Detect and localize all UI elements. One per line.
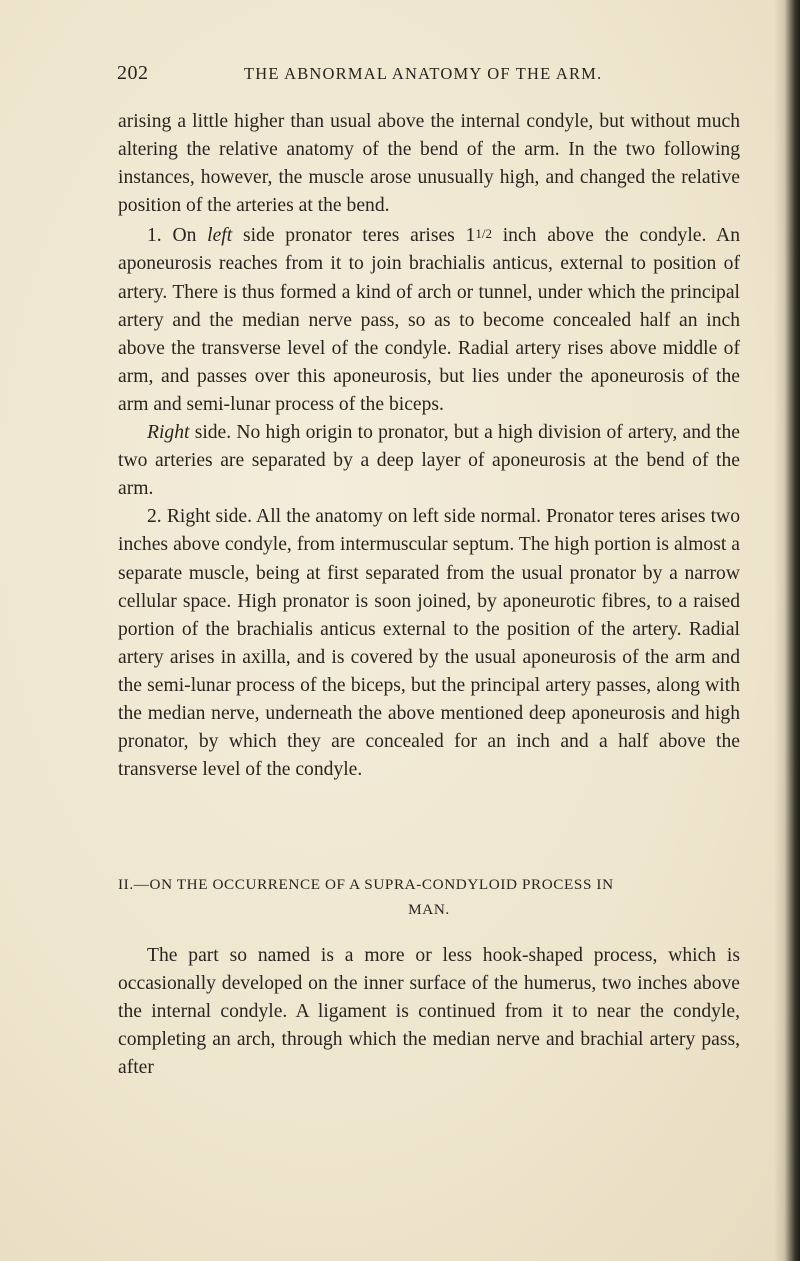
paragraph-continuation: arising a little higher than usual above the internal condyle, but without much altering the relative anatomy of the bend of the arm. In the two following instances, however, the muscle arose unusually high, and changed the relative position of the arteries at the bend. — [118, 111, 740, 217]
section-text — [118, 942, 740, 1082]
page-edge-shadow — [774, 0, 800, 1261]
paragraph-case-2: 2. Right side. All the anatomy on left side normal. Pronator teres arises two inches above condyle, from intermuscular septum. The high portion is almost a separate muscle, being at first separated from the usual pronator by a narrow cellular space. High pronator is soon joined, by aponeurotic fibres, to a raised portion of the brachialis anticus external to the position of the artery. Radial artery arises in axilla, and is covered by the usual aponeurosis of the arm and the semi-lunar process of the biceps, but the principal artery passes, along with the median nerve, underneath the above mentioned deep aponeurosis and high pronator, by which they are concealed for an inch and a half above the transverse level of the condyle. — [118, 506, 740, 781]
running-title: THE ABNORMAL ANATOMY OF THE ARM. — [244, 64, 603, 83]
section-heading-line-1: II.—ON THE OCCURRENCE OF A SUPRA-CONDYLOID PROCESS IN — [118, 876, 614, 893]
italic-left: left — [207, 225, 233, 247]
right-side-text: side. No high origin to pronator, but a high division of artery, and the two arteries are separated by a deep layer of aponeurosis at the bend of the arm. — [118, 422, 740, 500]
case-1-mid: side pronator teres arises 1 — [242, 225, 476, 247]
case-1-start: 1. On — [147, 225, 197, 247]
paragraph-right-side — [118, 419, 740, 503]
main-text — [118, 108, 740, 784]
italic-right: Right — [147, 422, 190, 444]
case-1-end: inch above the condyle. An aponeurosis reaches from it to join brachialis anticus, external to position of artery. There is thus formed a kind of arch or tunnel, under which the principal artery and the median nerve pass, so as to become concealed half an inch above the transverse level of the condyle. Radial artery rises above middle of arm, and passes over this aponeurosis, but lies under the aponeurosis of the arm and semi-lunar process of the biceps. — [118, 225, 741, 415]
section-heading — [118, 872, 740, 922]
page-number: 202 — [117, 62, 149, 84]
section-heading-line-2: MAN. — [408, 901, 450, 918]
fraction-half: 1/2 — [475, 226, 492, 242]
page-header — [0, 62, 800, 92]
paragraph-case-1 — [118, 220, 740, 419]
section-paragraph: The part so named is a more or less hook-shaped process, which is occasionally developed on the inner surface of the humerus, two inches above the internal condyle. A ligament is continued from it to near the condyle, completing an arch, through which the median nerve and brachial artery pass, after — [118, 945, 740, 1079]
